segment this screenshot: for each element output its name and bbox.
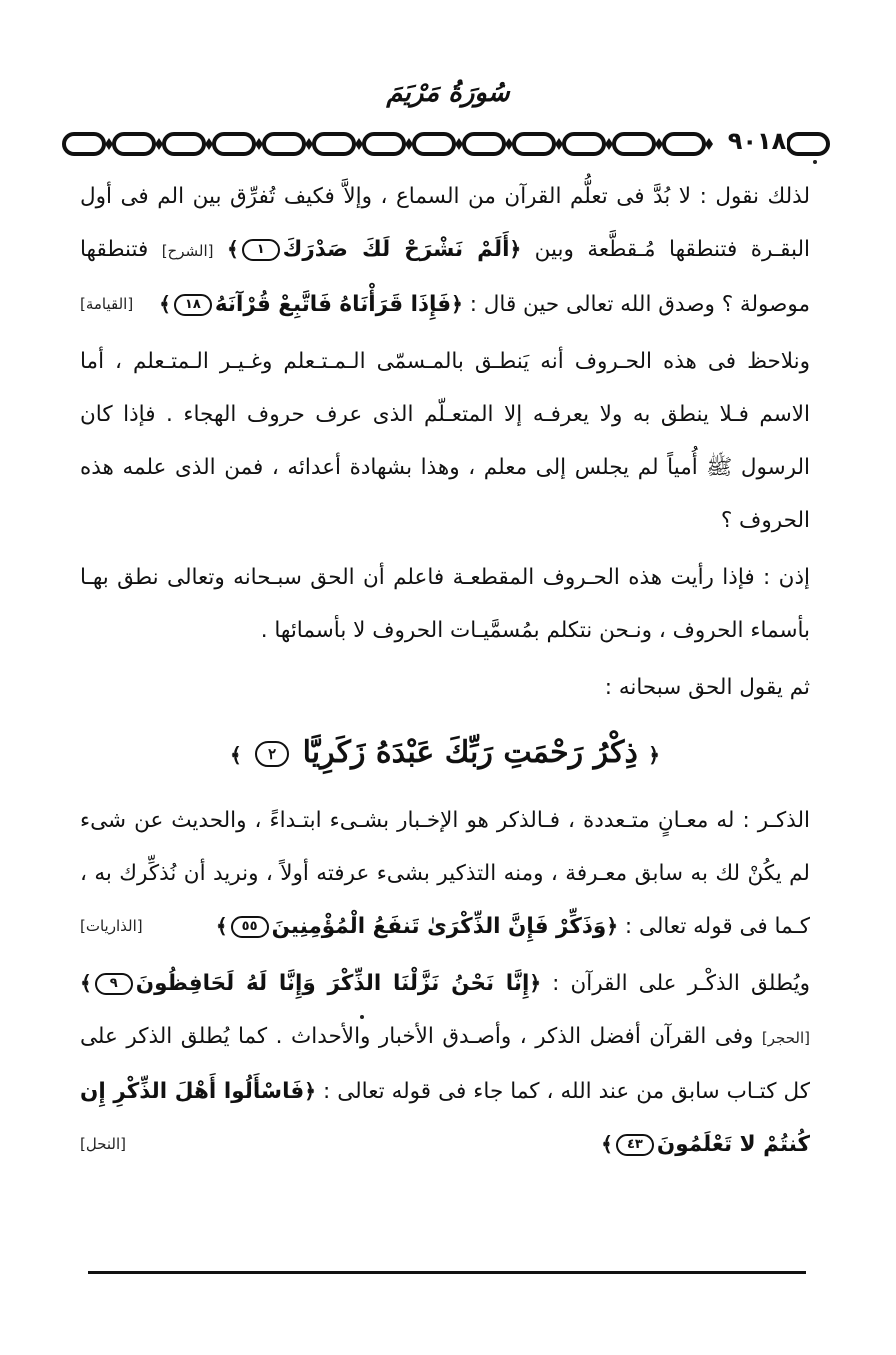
open-bracket-icon: ﴿ — [606, 914, 619, 938]
open-bracket-icon: ﴿ — [304, 1079, 316, 1103]
close-bracket-icon: ﴾ — [159, 292, 171, 316]
paragraph-text: لذلك نقول : لا بُدَّ فى تعلُّم القرآن من السماع ، وإلاَّ فكيف تُفرِّق بين الم فى أول البقـرة فتنطقها مُـقطَّعة وبين — [80, 184, 811, 262]
print-speck — [813, 160, 817, 164]
surah-reference: [القيامة] — [80, 295, 134, 313]
paragraph-3: إذن : فإذا رأيت هذه الحـروف المقطعـة فاعلم أن الحق سبـحانه وتعالى نطق بهـا بأسماء الحروف ، ونـحن نتكلم بمُسمَّيـات الحروف لا بأسمائها . — [80, 565, 810, 643]
paragraph-text: الذكـر : له معـانٍ متـعددة ، فـالذكر هو الإخـبار بشـىء ابتـداءً ، والحديث عن شىء لم يكُنْ لك به سابق معـرفة ، ومنه التذكير بشىء عرفته أولاً ، ونريد أن نُذكِّرك به ، كـما فى قوله تعالى : — [80, 808, 810, 939]
heading-verse — [80, 718, 810, 790]
ayah-number-badge: ١٨ — [174, 294, 212, 316]
close-bracket-icon: ﴾ — [215, 914, 228, 938]
quran-verse: وَذَكِّرْ فَإِنَّ الذِّكْرَىٰ تَنفَعُ الْمُؤْمِنِينَ — [271, 914, 607, 939]
ayah-number-badge: ٩ — [95, 973, 133, 995]
quran-verse: فَاسْأَلُوا أَهْلَ الذِّكْرِ إِن كُنتُمْ لا تَعْلَمُونَ — [80, 1079, 810, 1157]
open-bracket-icon: ﴿ — [509, 237, 522, 261]
close-bracket-icon: ﴾ — [601, 1132, 613, 1156]
heading-verse-text: ذِكْرُ رَحْمَتِ رَبِّكَ عَبْدَهُ زَكَرِيَّا — [302, 735, 638, 770]
paragraph-text: فتنطقها موصولة ؟ وصدق الله تعالى حين قال : — [80, 237, 810, 317]
surah-reference: [النحل] — [80, 1135, 127, 1153]
page-number: ٩٠١٨ — [727, 127, 787, 155]
ayah-number-badge: ٢ — [255, 741, 289, 767]
chain-ornament-icon — [60, 128, 835, 160]
paragraph-text: وفى القرآن أفضل الذكر ، وأصـدق الأخبار والأحداث . كما يُطلق الذكر على كل كتـاب سابق من عند الله ، كما جاء فى قوله تعالى : — [80, 1024, 810, 1104]
open-bracket-icon: ﴿ — [451, 292, 463, 316]
quran-verse: أَلَمْ نَشْرَحْ لَكَ صَدْرَكَ — [282, 237, 510, 262]
surah-title: سُورَةُ مَرْيَمَ — [386, 78, 510, 108]
quran-verse: إِنَّا نَحْنُ نَزَّلْنَا الذِّكْرَ وَإِنَّا لَهُ لَحَافِظُونَ — [135, 971, 530, 996]
paragraph-4: ثم يقول الحق سبحانه : — [604, 675, 810, 700]
open-bracket-icon: ﴿ — [648, 743, 660, 767]
paragraph-6 — [80, 957, 810, 1171]
chain-ornament-border — [60, 128, 835, 160]
surah-reference: [الذاريات] — [80, 917, 143, 935]
bottom-rule — [88, 1271, 806, 1274]
ayah-number-badge: ١ — [242, 239, 280, 261]
paragraph-1 — [80, 170, 810, 331]
body-text — [80, 170, 810, 1171]
paragraph-2: ونلاحظ فى هذه الحـروف أنه يَنطـق بالمـسمّى الـمـتـعلم وغـيـر الـمتـعلم ، أما الاسم فـلا ينطق به ولا يعرفـه إلا المتعـلّم الذى عرف حروف الهجاء . فإذا كان الرسول ﷺ أُمياً لم يجلس إلى معلم ، وهذا بشهادة أعدائه ، فمن الذى علمه هذه الحروف ؟ — [80, 349, 810, 533]
ayah-number-badge: ٥٥ — [231, 916, 269, 938]
ayah-number-badge: ٤٣ — [616, 1134, 654, 1156]
close-bracket-icon: ﴾ — [230, 743, 242, 767]
open-bracket-icon: ﴿ — [529, 971, 542, 995]
close-bracket-icon: ﴾ — [226, 237, 239, 261]
quran-verse: فَإِذَا قَرَأْنَاهُ فَاتَّبِعْ قُرْآنَهُ — [214, 292, 452, 317]
surah-reference: [الشرح] — [161, 242, 214, 260]
surah-reference: [الحجر] — [761, 1029, 810, 1047]
close-bracket-icon: ﴾ — [80, 971, 92, 995]
print-speck — [360, 1015, 364, 1019]
paragraph-5 — [80, 794, 810, 953]
paragraph-text: ويُطلق الذكْـر على القرآن : — [541, 971, 810, 996]
